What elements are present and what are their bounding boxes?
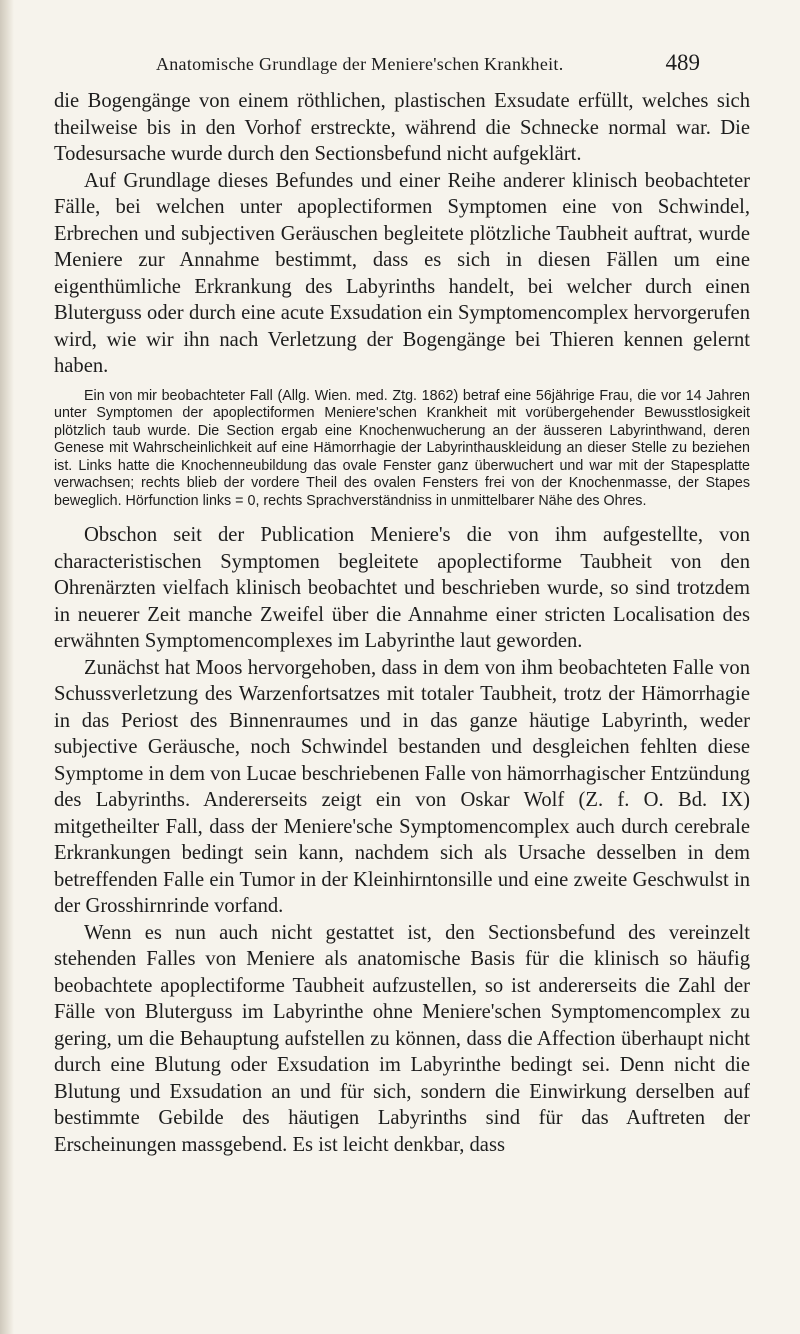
footnote-case-report: Ein von mir beobachteter Fall (Allg. Wien. med. Ztg. 1862) betraf eine 56jährige Frau, die vor 14 Jahren unter Symptomen der apoplectiformen Meniere'schen Krankheit mit vorübergehender Bewusstlosigkeit plötzlich taub wurde. Die Section ergab eine Knochenwucherung an der äusseren Labyrinthwand, deren Genese mit Wahrscheinlichkeit auf eine Hämorrhagie der Labyrinthauskleidung an dieser Stelle zu beziehen ist. Links hatte die Knochenneubildung das ovale Fenster ganz überwuchert und war mit der Stapesplatte verwachsen; rechts blieb der vordere Theil des ovalen Fensters frei von der Knochenmasse, der Stapes beweglich. Hörfunction links = 0, rechts Sprachverständniss in unmittelbarer Nähe des Ohres. — [54, 387, 750, 509]
running-title: Anatomische Grundlage der Meniere'schen Krankheit. — [155, 54, 564, 74]
paragraph-meniere-hypothesis: Auf Grundlage dieses Befundes und einer Reihe anderer klinisch beobachteter Fälle, bei welchen unter apoplectiformen Symptomen eine von Schwindel, Erbrechen und subjectiven Geräuschen begleitete plötzliche Taubheit auftrat, wurde Meniere zur Annahme bestimmt, dass es sich in diesen Fällen um eine eigenthümliche Erkrankung des Labyrinths handelt, bei welcher durch einen Bluterguss oder durch eine acute Exsudation ein Symptomencomplex hervorgerufen wird, wie wir ihn nach Verletzung der Bogengänge bei Thieren kennen gelernt haben. — [54, 169, 750, 377]
paragraph-continuation: die Bogengänge von einem röthlichen, plastischen Exsudate erfüllt, welches sich theilweise bis in den Vorhof erstreckte, während die Schnecke normal war. Die Todesursache wurde durch den Sectionsbefund nicht aufgeklärt. — [54, 90, 750, 165]
page-header — [54, 50, 700, 76]
book-spine-shadow — [0, 0, 14, 1334]
page-body — [54, 88, 750, 1158]
paragraph-moos-lucae-wolf: Zunächst hat Moos hervorgehoben, dass in dem von ihm beobachteten Falle von Schussverletzung des Warzenfortsatzes mit totaler Taubheit, trotz der Hämorrhagie in das Periost des Binnenraumes und in das ganze häutige Labyrinth, weder subjective Geräusche, noch Schwindel bestanden und desgleichen fehlten diese Symptome in dem von Lucae beschriebenen Falle von hämorrhagischer Entzündung des Labyrinths. Andererseits zeigt ein von Oskar Wolf (Z. f. O. Bd. IX) mitgetheilter Fall, dass der Meniere'sche Symptomencomplex auch durch cerebrale Erkrankungen bedingt sein kann, nachdem sich als Ursache desselben in dem betreffenden Falle ein Tumor in der Kleinhirntonsille und eine zweite Geschwulst in der Grosshirnrinde vorfand. — [54, 656, 750, 917]
paragraph-doubts: Obschon seit der Publication Meniere's die von ihm aufgestellte, von characteristischen Symptomen begleitete apoplectiforme Taubheit von den Ohrenärzten vielfach klinisch beobachtet und beschrieben wurde, so sind trotzdem in neuerer Zeit manche Zweifel über die Annahme einer stricten Localisation des erwähnten Symptomencomplexes im Labyrinthe laut geworden. — [54, 524, 750, 652]
page-number: 489 — [665, 50, 700, 75]
paragraph-conclusion: Wenn es nun auch nicht gestattet ist, den Sectionsbefund des vereinzelt stehenden Falles von Meniere als anatomische Basis für die klinisch so häufig beobachtete apoplectiforme Taubheit aufzustellen, so ist andererseits die Zahl der Fälle von Bluterguss im Labyrinthe ohne Meniere'schen Symptomencomplex zu gering, um die Behauptung aufstellen zu können, dass die Affection überhaupt nicht durch eine Blutung oder Exsudation im Labyrinthe bedingt sei. Denn nicht die Blutung und Exsudation an und für sich, sondern die Einwirkung derselben auf bestimmte Gebilde des häutigen Labyrinths sind für das Auftreten der Erscheinungen massgebend. Es ist leicht denkbar, dass — [54, 921, 750, 1156]
